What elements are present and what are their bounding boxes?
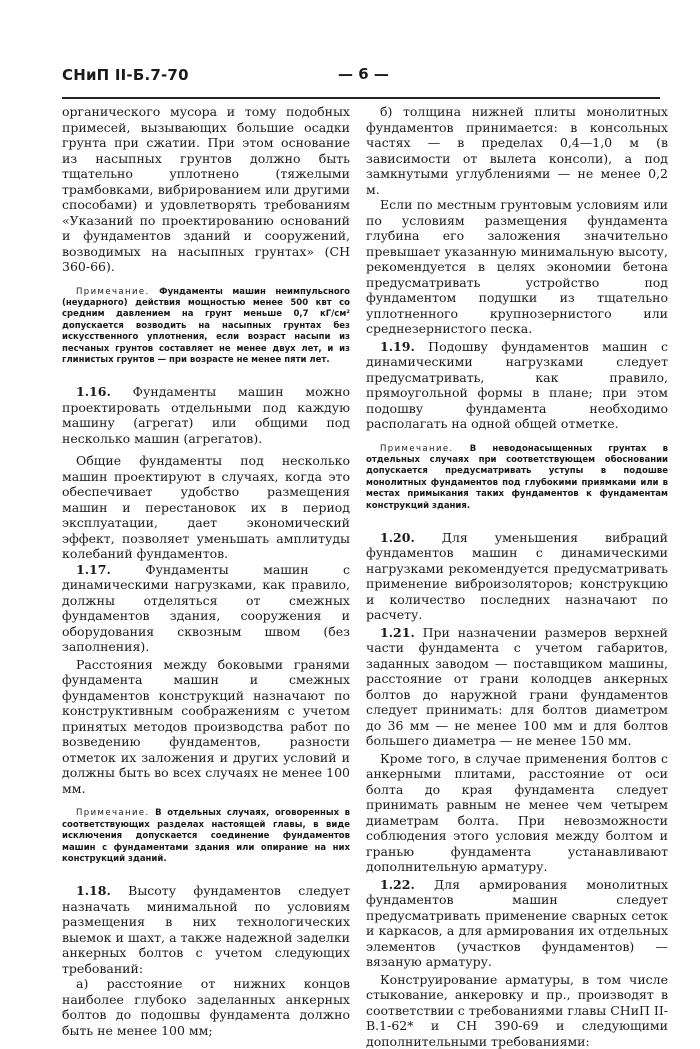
- left-column: [62, 104, 350, 1038]
- section-text: Для армирования монолитных фундаментов машин следует предусматривать применение сварных сеток и каркасов, а для армирования их отдельных элементов (участков фундаментов) — вязаную арматуру.: [366, 876, 668, 970]
- note-text: В отдельных случаях, оговоренных в соответствующих разделах настоящей главы, в виде исключения допускается соединение фундаментов машин с фундаментами здания или опирание на них конструкций зданий.: [62, 808, 350, 864]
- section-1-17: [62, 562, 350, 655]
- section-text: Фундаменты машин с динамическими нагрузками, как правило, должны отделяться от смежных фундаментов здания, сооружения и оборудования сквозным швом (без заполнения).: [62, 561, 350, 655]
- section-text: Высоту фундаментов следует назначать минимальной по условиям размещения в них технологических выемок и шахт, а также надежной заделки анкерных болтов с учетом следующих требований:: [62, 883, 350, 976]
- note-1: [62, 287, 350, 367]
- paragraph-common-foundations: Общие фундаменты под несколько машин проектируют в случаях, когда это обеспечивает удобство размещения машин и перестановок их в период эксплуатации, дает экономический эффект, позволяет уменьшать амплитуды колебаний фундаментов.: [62, 453, 350, 562]
- item-b: б) толщина нижней плиты монолитных фундаментов принимается: в консольных частях — в пределах 0,4—1,0 м (в зависимости от вылета консоли), а под замкнутыми углублениями — не менее 0,2 м.: [366, 104, 668, 197]
- page-header: [62, 66, 660, 88]
- paragraph-anchor-plates: Кроме того, в случае применения болтов с анкерными плитами, расстояние от оси болта до края фундамента следует принимать равным не менее чем четырем диаметрам болта. При невозможности соблюдения этого условия между болтом и гранью фундамента устанавливают дополнительную арматуру.: [366, 750, 668, 875]
- note-label: Примечание.: [380, 443, 454, 454]
- section-number: 1.18.: [76, 883, 111, 899]
- right-column: [366, 104, 668, 1049]
- section-number: 1.17.: [76, 561, 111, 577]
- section-number: 1.20.: [380, 529, 415, 545]
- section-text: При назначении размеров верхней части фундамента с учетом габаритов, заданных заводом — поставщиком машины, расстояние от грани колодцев анкерных болтов до наружной грани фундаментов следует принимать: для болтов диаметром до 36 мм — не менее 100 мм и для болтов большего диаметра — не менее 150 мм.: [366, 624, 668, 749]
- paragraph-reinforcement-design: Конструирование арматуры, в том числе стыкование, анкеровку и пр., производят в соответствии с требованиями главы СНиП II-В.1-62* и СН 390-69 и следующими дополнительными требованиями:: [366, 971, 668, 1049]
- note-2: [62, 808, 350, 865]
- document-code: СНиП II-Б.7-70: [62, 66, 189, 84]
- section-1-22: [366, 877, 668, 970]
- note-text: В неводонасыщенных грунтах в отдельных случаях при соответствующем обосновании допускается предусматривать уступы в подошве монолитных фундаментов под глубокими приямками или в местах примыкания таких фундаментов к фундаментам конструкций здания.: [366, 443, 668, 511]
- paragraph-continuation: органического мусора и тому подобных примесей, вызывающих большие осадки грунта при сжатии. При этом основание из насыпных грунтов должно быть тщательно уплотнено (тяжелыми трамбовками, вибрированием или другими способами) и удовлетворять требованиям «Указаний по проектированию оснований и фундаментов зданий и сооружений, возводимых на насыпных грунтах» (СН 360-66).: [62, 104, 350, 274]
- item-a: а) расстояние от нижних концов наиболее глубоко заделанных анкерных болтов до подошвы фундамента должно быть не менее 100 мм;: [62, 976, 350, 1038]
- section-number: 1.21.: [380, 624, 415, 640]
- section-text: Для уменьшения вибраций фундаментов машин с динамическими нагрузками рекомендуется предусматривать применение виброизоляторов; конструкцию и количество последних назначают по расчету.: [366, 529, 668, 623]
- section-text: Подошву фундаментов машин с динамическими нагрузками следует предусматривать, как правило, прямоугольной формы в плане; при этом подошву фундамента необходимо располагать на одной общей отметке.: [366, 338, 668, 431]
- paragraph-distances: Расстояния между боковыми гранями фундамента машин и смежных фундаментов конструкций назначают по конструктивным соображениям с учетом принятых методов производства работ по возведению фундаментов, разности отметок их заложения и других условий и должны быть во всех случаях не менее 100 мм.: [62, 656, 350, 796]
- section-number: 1.16.: [76, 384, 111, 400]
- note-text: Фундаменты машин неимпульсного (неударного) действия мощностью менее 500 квт со средним давлением на грунт меньше 0,7 кГ/см² допускается возводить на насыпных грунтах без искусственного уплотнения, если возраст насыпи из песчаных грунтов составляет не менее двух лет, и из глинистых грунтов — при возрасте не менее пяти лет.: [62, 286, 350, 365]
- page-number: — 6 —: [338, 65, 389, 83]
- section-text: Фундаменты машин можно проектировать отдельными под каждую машину (агрегат) или общими под несколько машин (агрегатов).: [62, 384, 350, 446]
- note-label: Примечание.: [76, 286, 150, 297]
- section-1-19: [366, 339, 668, 432]
- section-1-16: [62, 384, 350, 446]
- section-1-18: [62, 883, 350, 976]
- note-label: Примечание.: [76, 808, 150, 819]
- paragraph-local-conditions: Если по местным грунтовым условиям или по условиям размещения фундамента глубина его заложения значительно превышает указанную минимальную высоту, рекомендуется в целях экономии бетона предусматривать устройство под фундаментом подушки из тщательно уплотненного крупнозернистого или среднезернистого песка.: [366, 197, 668, 336]
- section-number: 1.19.: [380, 338, 415, 354]
- section-1-21: [366, 625, 668, 749]
- section-1-20: [366, 530, 668, 623]
- header-divider: [62, 97, 660, 99]
- note-3: [366, 444, 668, 512]
- section-number: 1.22.: [380, 876, 415, 892]
